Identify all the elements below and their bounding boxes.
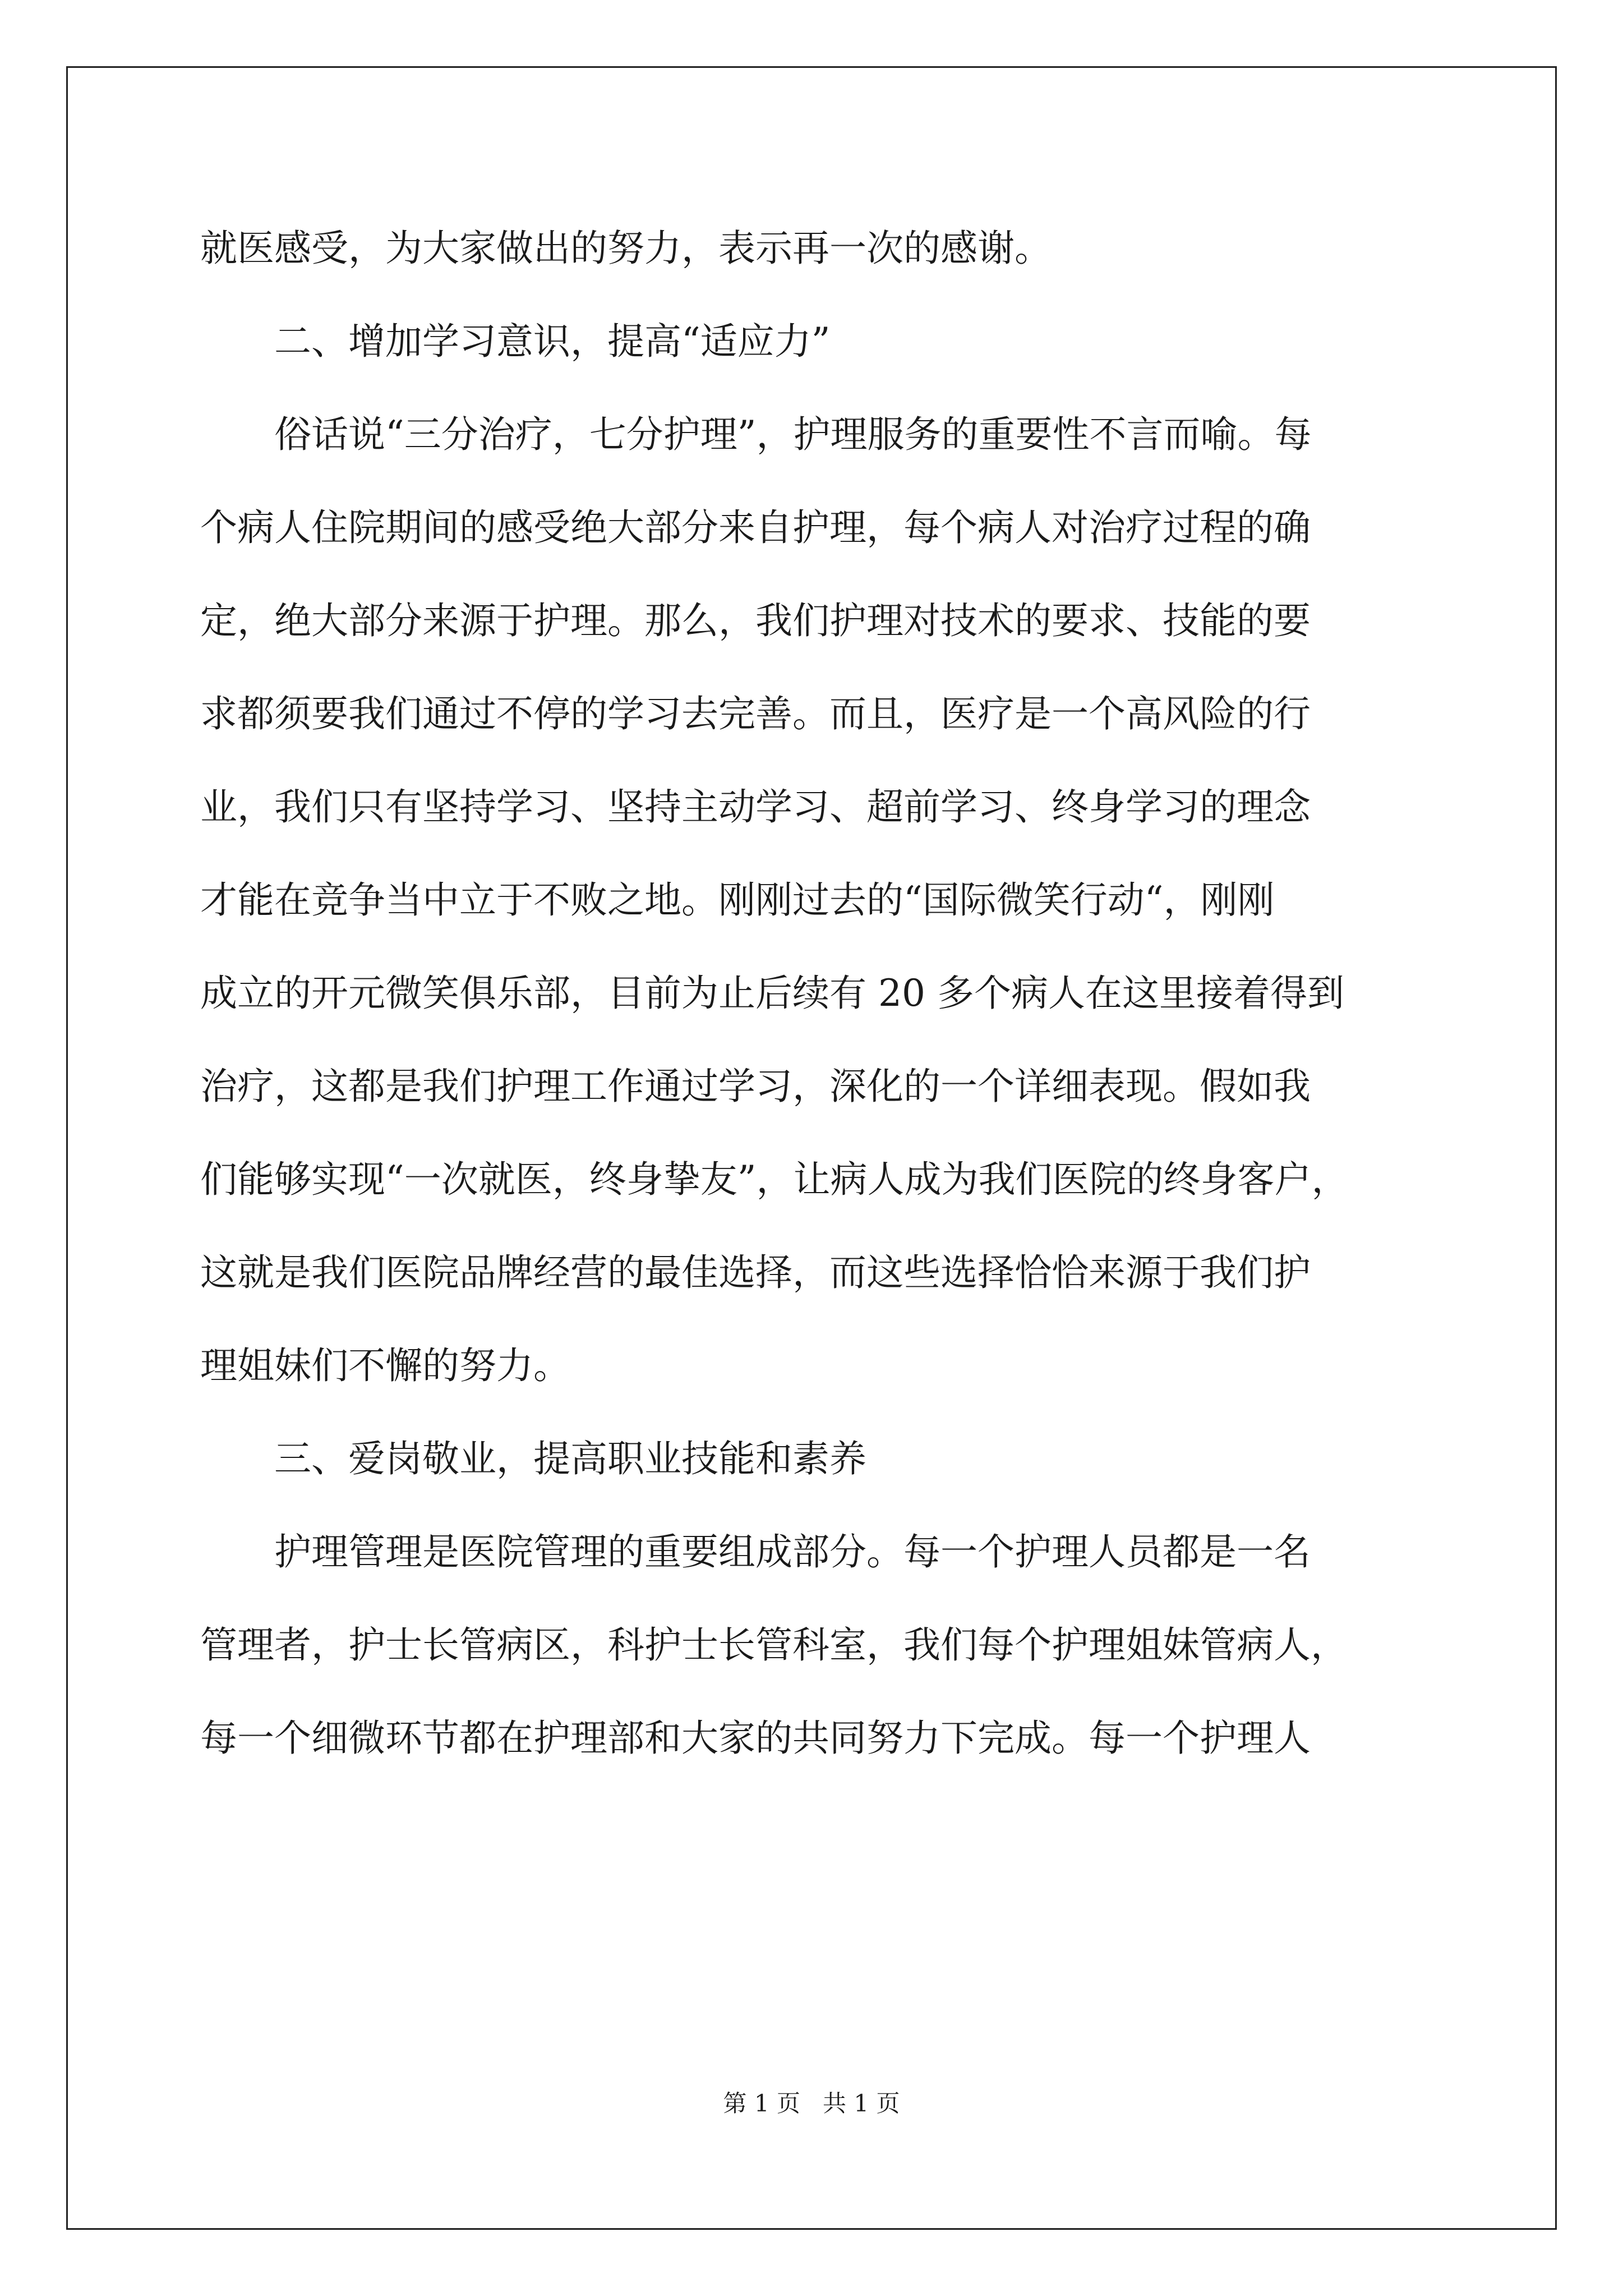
text-line: 定，绝大部分来源于护理。那么，我们护理对技术的要求、技能的要 xyxy=(200,599,1311,642)
text-line: 就医感受，为大家做出的努力，表示再一次的感谢。 xyxy=(200,227,1052,270)
text-line: 业，我们只有坚持学习、坚持主动学习、超前学习、终身学习的理念 xyxy=(200,785,1311,829)
text-line: 理姐妹们不懈的努力。 xyxy=(200,1344,570,1387)
text-line: 个病人住院期间的感受绝大部分来自护理，每个病人对治疗过程的确 xyxy=(200,506,1311,549)
text-line: 求都须要我们通过不停的学习去完善。而且，医疗是一个高风险的行 xyxy=(200,692,1311,735)
text-line: 治疗，这都是我们护理工作通过学习，深化的一个详细表现。假如我 xyxy=(200,1065,1311,1108)
text-line: 每一个细微环节都在护理部和大家的共同努力下完成。每一个护理人 xyxy=(200,1717,1311,1760)
section-heading: 三、爱岗敬业，提高职业技能和素养 xyxy=(200,1437,866,1480)
text-line: 护理管理是医院管理的重要组成部分。每一个护理人员都是一名 xyxy=(200,1530,1311,1573)
text-line: 管理者，护士长管病区，科护士长管科室，我们每个护理姐妹管病人， xyxy=(200,1623,1348,1667)
text-line: 才能在竞争当中立于不败之地。刚刚过去的“国际微笑行动“，刚刚 xyxy=(200,878,1275,922)
text-line: 俗话说“三分治疗，七分护理”，护理服务的重要性不言而喻。每 xyxy=(200,413,1312,456)
text-line: 成立的开元微笑俱乐部，目前为止后续有 20 多个病人在这里接着得到 xyxy=(200,972,1344,1015)
page-number-footer: 第 1 页 共 1 页 xyxy=(723,2090,900,2117)
section-heading: 二、增加学习意识，提高“适应力” xyxy=(200,320,831,363)
text-line: 们能够实现“一次就医，终身挚友”，让病人成为我们医院的终身客户， xyxy=(200,1158,1349,1201)
text-line: 这就是我们医院品牌经营的最佳选择，而这些选择恰恰来源于我们护 xyxy=(200,1251,1311,1294)
document-body xyxy=(200,202,1434,1785)
